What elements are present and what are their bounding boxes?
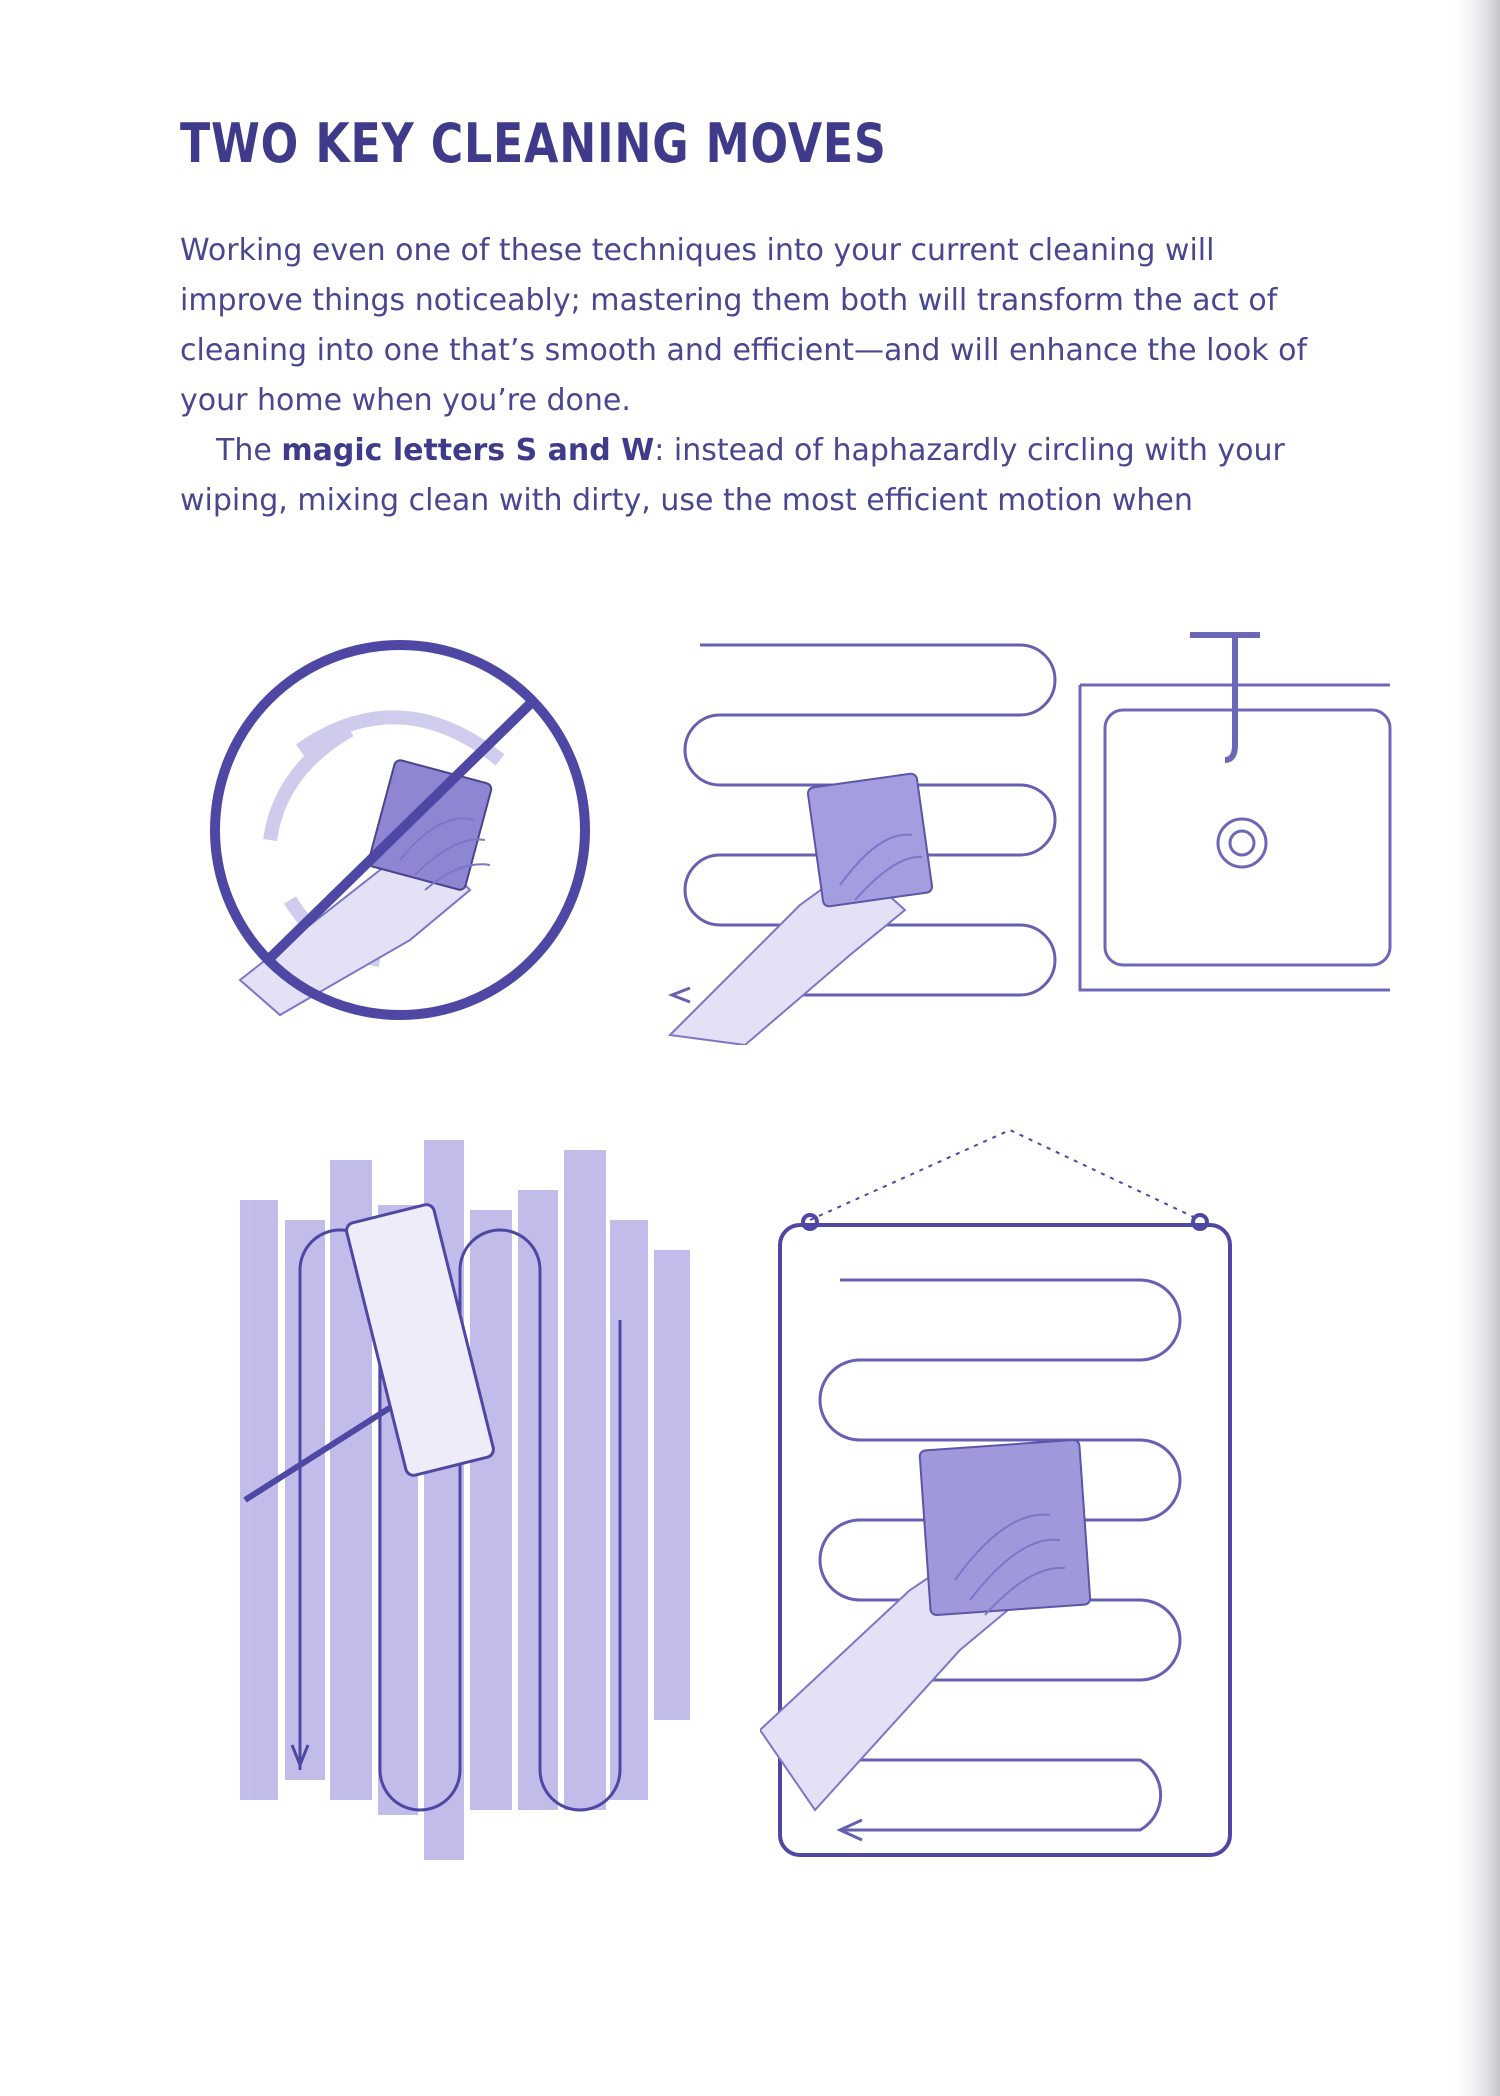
sink-icon (1080, 635, 1390, 990)
hand-with-cloth-icon (670, 773, 933, 1045)
floor-s-pattern-illustration (230, 1120, 710, 1880)
paragraph-2-intro: The (216, 433, 282, 468)
paragraph-1: Working even one of these techniques into your current cleaning will improve things noticeably; mastering them both will transform the act of cleaning into one that’s smooth and efficient—and will enhance the look of your home when you’re done. (180, 233, 1308, 418)
counter-s-pattern-illustration (650, 615, 1410, 1045)
mirror-s-pattern-illustration (760, 1110, 1260, 1880)
body-text (180, 226, 1340, 526)
paragraph-2 (180, 426, 1340, 526)
hand-with-cloth-icon (760, 1440, 1091, 1810)
paragraph-2-bold: magic letters S and W (281, 433, 655, 468)
no-circular-wiping-illustration (200, 620, 600, 1040)
paragraph-2-rest: : instead of haphazardly circling with your wiping, mixing clean with dirty, use the most efficient motion when (180, 433, 1285, 518)
page-edge (1454, 0, 1500, 2096)
page-heading: TWO KEY CLEANING MOVES (180, 112, 887, 175)
